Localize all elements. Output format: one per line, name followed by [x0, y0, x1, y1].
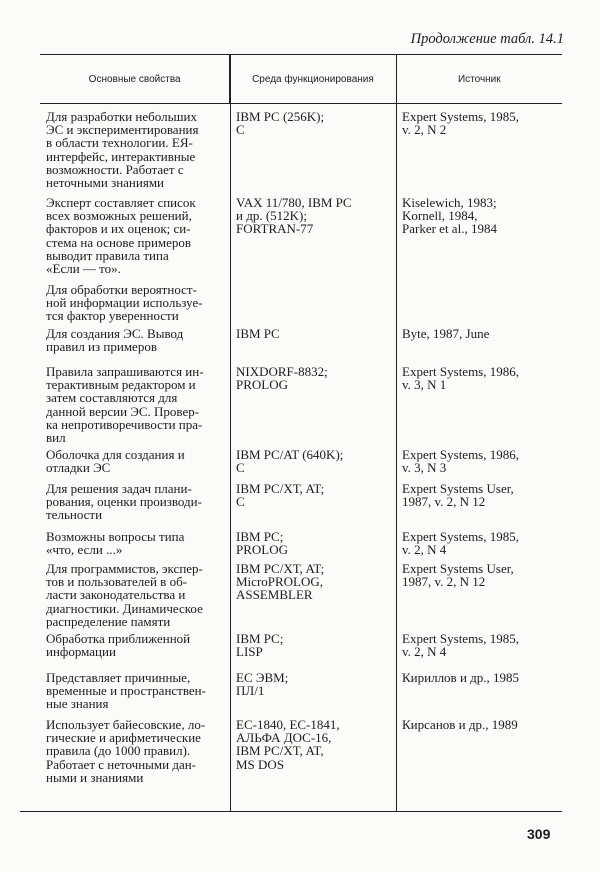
row-source: Кирсанов и др., 1989 [402, 717, 518, 732]
row-environment: IBM PC/AT (640K); C [236, 447, 344, 476]
header-environment: Среда функционирования [229, 55, 395, 103]
row-properties: Использует байесовские, ло- гические и арифметические правила (до 1000 правил). Работает с неточными дан- ными и знаниями [46, 717, 206, 785]
row-environment: IBM PC [236, 326, 280, 341]
row-source: Expert Systems User, 1987, v. 2, N 12 [402, 561, 514, 590]
row-environment: IBM PC; PROLOG [236, 529, 289, 558]
row-source: Кириллов и др., 1985 [402, 670, 520, 685]
row-properties: Для разработки небольших ЭС и экспериментирования в области технологии. ЕЯ- интерфейс, интерактивные возможности. Работает с неточными знаниями [46, 109, 199, 191]
row-properties: Правила запрашиваются ин- терактивным редактором и затем составляются для данной версии ЭС. Провер- ка непротиворечивости пра- вил [46, 364, 204, 446]
row-environment: ЕС ЭВМ; ПЛ/1 [236, 670, 289, 699]
footer-rule [20, 811, 562, 812]
row-source: Kiselewich, 1983; Kornell, 1984, Parker et al., 1984 [402, 195, 497, 237]
row-properties: Оболочка для создания и отладки ЭС [46, 447, 185, 476]
row-environment: IBM PC/XT, AT; MicroPROLOG, ASSEMBLER [236, 561, 325, 603]
row-environment: IBM PC; LISP [236, 631, 284, 660]
row-environment: ЕС-1840, ЕС-1841, АЛЬФА ДОС-16, IBM PC/XT, AT, MS DOS [236, 717, 340, 772]
row-properties: Представляет причинные, временные и пространствен- ные знания [46, 670, 206, 712]
page-number: 309 [527, 826, 551, 842]
table-header-row [40, 55, 562, 104]
row-environment: IBM PC/XT, AT; C [236, 481, 325, 510]
row-source: Expert Systems, 1985, v. 2, N 4 [402, 631, 519, 660]
column-divider [230, 55, 231, 812]
continuation-table [40, 54, 562, 812]
row-properties: Для решения задач плани- рования, оценки производи- тельности [46, 481, 202, 523]
row-properties: Эксперт составляет список всех возможных решений, факторов и их оценок; си- стема на основе примеров выводит правила типа «Если — то». [46, 195, 196, 277]
table-caption: Продолжение табл. 14.1 [410, 31, 564, 47]
row-source: Expert Systems, 1985, v. 2, N 2 [402, 109, 519, 138]
row-properties: Для программистов, экспер- тов и пользователей в об- ласти законодательства и диагностики. Динамическое распределение памяти [46, 561, 203, 629]
row-source: Byte, 1987, June [402, 326, 490, 341]
row-source: Expert Systems, 1986, v. 3, N 1 [402, 364, 519, 393]
row-environment: VAX 11/780, IBM PC и др. (512K); FORTRAN-77 [236, 195, 352, 237]
row-environment: IBM PC (256K); C [236, 109, 325, 138]
row-properties: Для создания ЭС. Вывод правил из примеров [46, 326, 184, 355]
row-environment: NIXDORF-8832; PROLOG [236, 364, 328, 393]
header-source: Источник [396, 55, 562, 103]
row-source: Expert Systems User, 1987, v. 2, N 12 [402, 481, 514, 510]
row-properties: Для обработки вероятност- ной информации используе- тся фактор уверенности [46, 282, 203, 324]
row-source: Expert Systems, 1985, v. 2, N 4 [402, 529, 519, 558]
row-properties: Возможны вопросы типа «что, если ...» [46, 529, 185, 558]
row-source: Expert Systems, 1986, v. 3, N 3 [402, 447, 519, 476]
column-divider [396, 55, 397, 812]
header-properties: Основные свойства [88, 73, 181, 85]
row-properties: Обработка приближенной информации [46, 631, 191, 660]
